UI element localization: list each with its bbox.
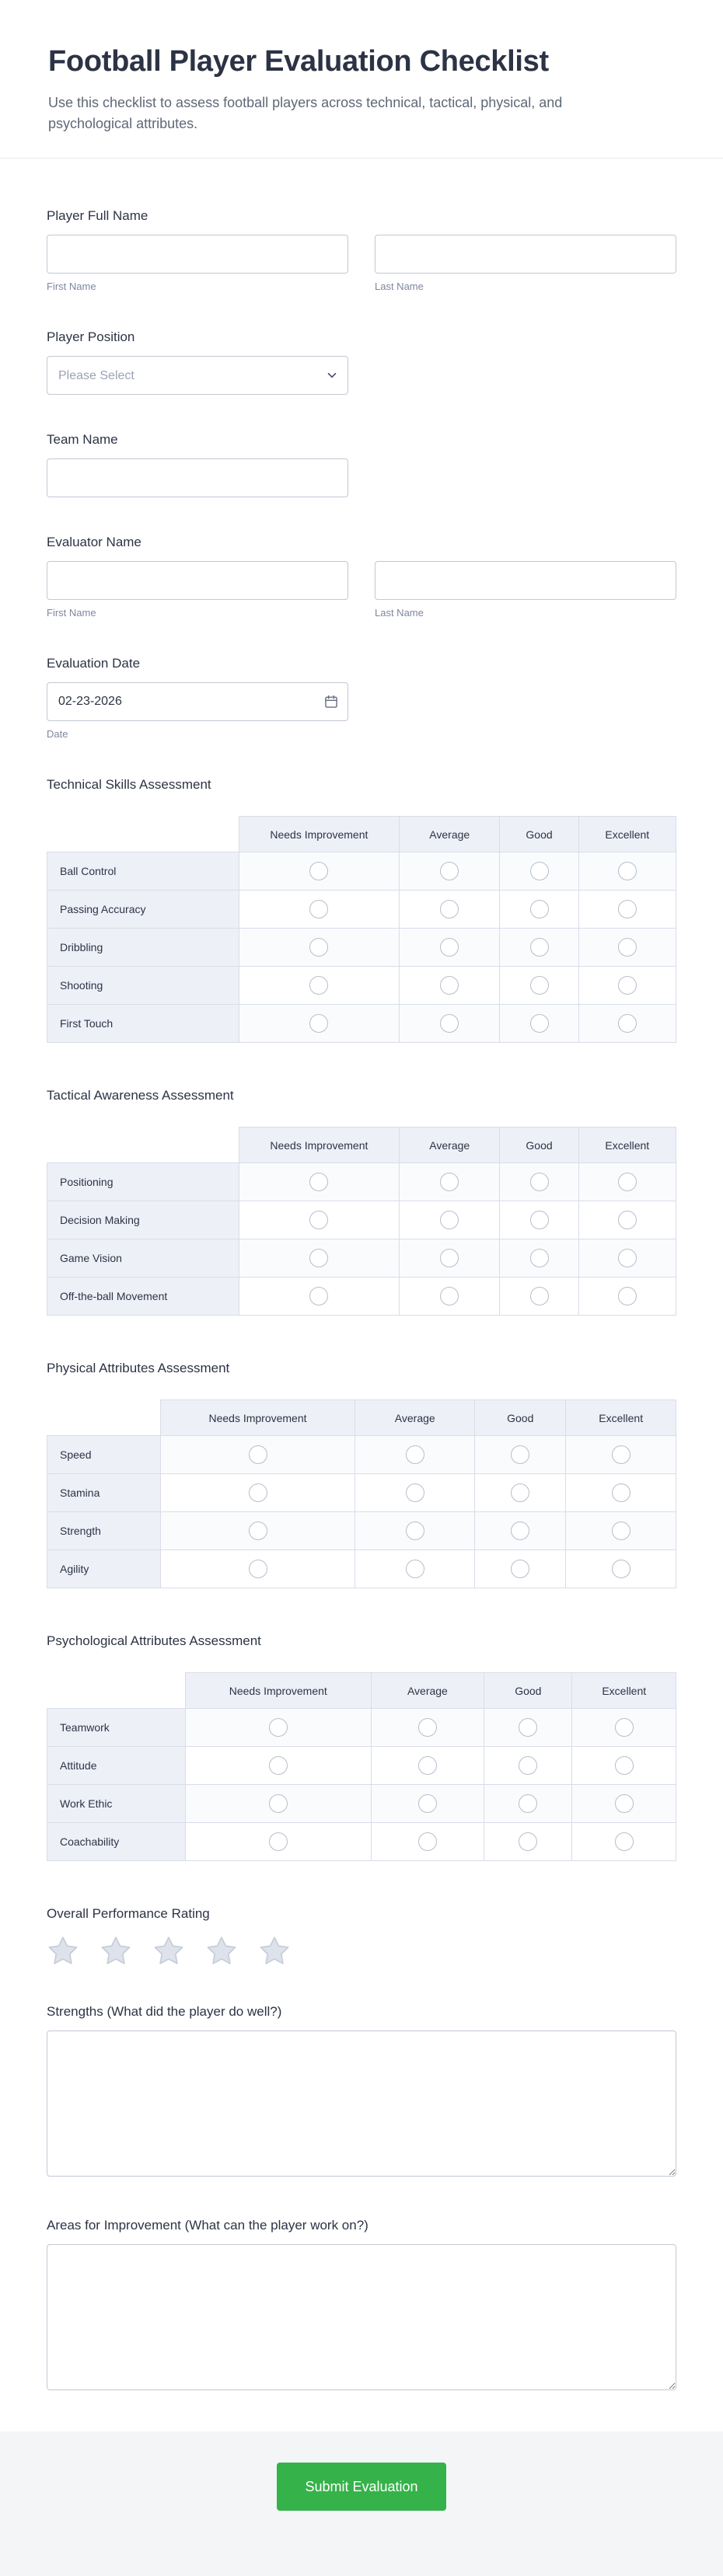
cell-attitude-average: [371, 1747, 484, 1785]
radio-agility-average[interactable]: [406, 1560, 424, 1578]
row-label-passing-accuracy: Passing Accuracy: [47, 891, 239, 929]
radio-coachability-good[interactable]: [519, 1832, 537, 1851]
star-rating: [47, 1936, 676, 1967]
cell-attitude-excellent: [572, 1747, 676, 1785]
radio-positioning-excellent[interactable]: [618, 1173, 637, 1191]
cell-ball-control-needs-improvement: [239, 852, 399, 891]
question-player-position: [47, 329, 676, 395]
row-label-positioning: Positioning: [47, 1163, 239, 1201]
radio-first-touch-needs-improvement[interactable]: [309, 1014, 328, 1033]
radio-attitude-needs-improvement[interactable]: [269, 1756, 288, 1775]
cell-ball-control-good: [500, 852, 578, 891]
radio-work-ethic-good[interactable]: [519, 1794, 537, 1813]
radio-game-vision-needs-improvement[interactable]: [309, 1249, 328, 1267]
cell-passing-accuracy-good: [500, 891, 578, 929]
cell-dribbling-good: [500, 929, 578, 967]
form-title: Football Player Evaluation Checklist: [48, 45, 549, 78]
cell-decision-making-average: [400, 1201, 500, 1239]
cell-speed-needs-improvement: [160, 1436, 355, 1474]
cell-off-the-ball-movement-good: [500, 1278, 578, 1316]
cell-first-touch-needs-improvement: [239, 1005, 399, 1043]
radio-first-touch-good[interactable]: [530, 1014, 549, 1033]
cell-passing-accuracy-excellent: [578, 891, 676, 929]
table-row-ball-control: [47, 852, 676, 891]
radio-positioning-average[interactable]: [440, 1173, 459, 1191]
row-label-decision-making: Decision Making: [47, 1201, 239, 1239]
evaluator-first-name-input[interactable]: [47, 561, 348, 600]
column-header-good: Good: [484, 1673, 572, 1709]
radio-work-ethic-average[interactable]: [418, 1794, 437, 1813]
radio-first-touch-excellent[interactable]: [618, 1014, 637, 1033]
radio-strength-average[interactable]: [406, 1522, 424, 1540]
radio-game-vision-excellent[interactable]: [618, 1249, 637, 1267]
cell-positioning-excellent: [578, 1163, 676, 1201]
star-icon-4[interactable]: [205, 1936, 238, 1967]
team-name-label: Team Name: [47, 432, 118, 447]
table-header-row: [47, 1128, 676, 1163]
cell-game-vision-average: [400, 1239, 500, 1278]
cell-ball-control-excellent: [578, 852, 676, 891]
radio-dribbling-excellent[interactable]: [618, 938, 637, 957]
table-row-decision-making: [47, 1201, 676, 1239]
evaluation-date-label: Evaluation Date: [47, 656, 141, 671]
cell-work-ethic-average: [371, 1785, 484, 1823]
table-row-passing-accuracy: [47, 891, 676, 929]
radio-positioning-needs-improvement[interactable]: [309, 1173, 328, 1191]
question-evaluation-date: [47, 656, 676, 740]
table-header-row: [47, 1400, 676, 1436]
cell-shooting-excellent: [578, 967, 676, 1005]
cell-first-touch-good: [500, 1005, 578, 1043]
table-row-game-vision: [47, 1239, 676, 1278]
column-header-good: Good: [500, 817, 578, 852]
cell-strength-average: [355, 1512, 475, 1550]
column-header-needs-improvement: Needs Improvement: [239, 1128, 399, 1163]
cell-decision-making-excellent: [578, 1201, 676, 1239]
radio-decision-making-excellent[interactable]: [618, 1211, 637, 1229]
cell-strength-good: [475, 1512, 566, 1550]
radio-dribbling-needs-improvement[interactable]: [309, 938, 328, 957]
psychological-attributes-title: Psychological Attributes Assessment: [47, 1633, 261, 1648]
psychological-attributes-table: [47, 1672, 676, 1861]
radio-off-the-ball-movement-good[interactable]: [530, 1287, 549, 1305]
player-first-name-sublabel: First Name: [47, 281, 96, 292]
evaluation-date-sublabel: Date: [47, 728, 68, 740]
evaluator-last-name-input[interactable]: [375, 561, 676, 600]
cell-positioning-average: [400, 1163, 500, 1201]
strengths-textarea[interactable]: [47, 2030, 676, 2177]
improvement-textarea[interactable]: [47, 2244, 676, 2390]
radio-coachability-needs-improvement[interactable]: [269, 1832, 288, 1851]
cell-coachability-needs-improvement: [185, 1823, 371, 1861]
radio-work-ethic-needs-improvement[interactable]: [269, 1794, 288, 1813]
radio-coachability-excellent[interactable]: [615, 1832, 634, 1851]
cell-shooting-average: [400, 967, 500, 1005]
cell-game-vision-needs-improvement: [239, 1239, 399, 1278]
radio-attitude-average[interactable]: [418, 1756, 437, 1775]
overall-rating-label: Overall Performance Rating: [47, 1906, 210, 1921]
star-icon-1[interactable]: [47, 1936, 79, 1967]
column-header-needs-improvement: Needs Improvement: [160, 1400, 355, 1436]
table-row-work-ethic: [47, 1785, 676, 1823]
radio-ball-control-good[interactable]: [530, 862, 549, 880]
cell-dribbling-needs-improvement: [239, 929, 399, 967]
row-label-off-the-ball-movement: Off-the-ball Movement: [47, 1278, 239, 1316]
row-label-coachability: Coachability: [47, 1823, 186, 1861]
radio-ball-control-average[interactable]: [440, 862, 459, 880]
table-corner-cell: [47, 1673, 186, 1709]
radio-shooting-good[interactable]: [530, 976, 549, 995]
radio-speed-average[interactable]: [406, 1445, 424, 1464]
radio-teamwork-needs-improvement[interactable]: [269, 1718, 288, 1737]
table-row-first-touch: [47, 1005, 676, 1043]
column-header-excellent: Excellent: [566, 1400, 676, 1436]
table-corner-cell: [47, 1128, 239, 1163]
cell-game-vision-good: [500, 1239, 578, 1278]
radio-agility-excellent[interactable]: [612, 1560, 630, 1578]
radio-game-vision-good[interactable]: [530, 1249, 549, 1267]
radio-positioning-good[interactable]: [530, 1173, 549, 1191]
cell-decision-making-good: [500, 1201, 578, 1239]
cell-agility-good: [475, 1550, 566, 1588]
evaluator-last-name-sublabel: Last Name: [375, 607, 424, 619]
form-header: [0, 0, 723, 134]
player-last-name-input[interactable]: [375, 235, 676, 274]
cell-strength-excellent: [566, 1512, 676, 1550]
team-name-input[interactable]: [47, 458, 348, 497]
physical-attributes-title: Physical Attributes Assessment: [47, 1361, 230, 1375]
radio-stamina-average[interactable]: [406, 1483, 424, 1502]
form-subtitle: Use this checklist to assess football players across technical, tactical, physical, and psychological attributes.: [48, 95, 563, 131]
row-label-ball-control: Ball Control: [47, 852, 239, 891]
column-header-good: Good: [500, 1128, 578, 1163]
row-label-stamina: Stamina: [47, 1474, 161, 1512]
radio-stamina-good[interactable]: [511, 1483, 529, 1502]
physical-attributes-table: [47, 1400, 676, 1588]
radio-decision-making-good[interactable]: [530, 1211, 549, 1229]
radio-stamina-excellent[interactable]: [612, 1483, 630, 1502]
cell-dribbling-excellent: [578, 929, 676, 967]
cell-game-vision-excellent: [578, 1239, 676, 1278]
radio-stamina-needs-improvement[interactable]: [249, 1483, 267, 1502]
column-header-needs-improvement: Needs Improvement: [185, 1673, 371, 1709]
table-row-speed: [47, 1436, 676, 1474]
radio-decision-making-needs-improvement[interactable]: [309, 1211, 328, 1229]
cell-speed-excellent: [566, 1436, 676, 1474]
evaluation-date-input[interactable]: [47, 682, 348, 721]
radio-speed-good[interactable]: [511, 1445, 529, 1464]
radio-passing-accuracy-excellent[interactable]: [618, 900, 637, 919]
radio-teamwork-excellent[interactable]: [615, 1718, 634, 1737]
radio-attitude-excellent[interactable]: [615, 1756, 634, 1775]
radio-work-ethic-excellent[interactable]: [615, 1794, 634, 1813]
cell-passing-accuracy-average: [400, 891, 500, 929]
table-row-strength: [47, 1512, 676, 1550]
radio-agility-good[interactable]: [511, 1560, 529, 1578]
cell-work-ethic-excellent: [572, 1785, 676, 1823]
tactical-awareness-table: [47, 1127, 676, 1316]
player-position-label: Player Position: [47, 329, 135, 344]
cell-attitude-needs-improvement: [185, 1747, 371, 1785]
radio-off-the-ball-movement-needs-improvement[interactable]: [309, 1287, 328, 1305]
radio-dribbling-good[interactable]: [530, 938, 549, 957]
technical-skills-title: Technical Skills Assessment: [47, 777, 211, 792]
radio-shooting-needs-improvement[interactable]: [309, 976, 328, 995]
radio-speed-excellent[interactable]: [612, 1445, 630, 1464]
cell-teamwork-excellent: [572, 1709, 676, 1747]
technical-skills-table: [47, 816, 676, 1043]
star-icon-3[interactable]: [152, 1936, 185, 1967]
cell-dribbling-average: [400, 929, 500, 967]
radio-speed-needs-improvement[interactable]: [249, 1445, 267, 1464]
player-first-name-input[interactable]: [47, 235, 348, 274]
radio-passing-accuracy-average[interactable]: [440, 900, 459, 919]
row-label-attitude: Attitude: [47, 1747, 186, 1785]
table-row-positioning: [47, 1163, 676, 1201]
table-row-agility: [47, 1550, 676, 1588]
column-header-good: Good: [475, 1400, 566, 1436]
table-row-attitude: [47, 1747, 676, 1785]
radio-passing-accuracy-good[interactable]: [530, 900, 549, 919]
player-last-name-sublabel: Last Name: [375, 281, 424, 292]
radio-off-the-ball-movement-excellent[interactable]: [618, 1287, 637, 1305]
column-header-average: Average: [400, 1128, 500, 1163]
table-row-teamwork: [47, 1709, 676, 1747]
table-header-row: [47, 817, 676, 852]
cell-coachability-excellent: [572, 1823, 676, 1861]
question-player-name: [47, 208, 676, 292]
cell-work-ethic-good: [484, 1785, 572, 1823]
table-row-coachability: [47, 1823, 676, 1861]
star-icon-2[interactable]: [100, 1936, 132, 1967]
question-improvement: [47, 2218, 676, 2394]
radio-teamwork-average[interactable]: [418, 1718, 437, 1737]
question-team-name: [47, 432, 676, 497]
cell-stamina-good: [475, 1474, 566, 1512]
radio-shooting-excellent[interactable]: [618, 976, 637, 995]
column-header-excellent: Excellent: [578, 1128, 676, 1163]
section-physical-attributes: [47, 1361, 676, 1588]
radio-strength-excellent[interactable]: [612, 1522, 630, 1540]
column-header-excellent: Excellent: [572, 1673, 676, 1709]
row-label-dribbling: Dribbling: [47, 929, 239, 967]
cell-work-ethic-needs-improvement: [185, 1785, 371, 1823]
radio-shooting-average[interactable]: [440, 976, 459, 995]
row-label-agility: Agility: [47, 1550, 161, 1588]
table-row-shooting: [47, 967, 676, 1005]
cell-passing-accuracy-needs-improvement: [239, 891, 399, 929]
cell-coachability-average: [371, 1823, 484, 1861]
cell-stamina-needs-improvement: [160, 1474, 355, 1512]
table-row-dribbling: [47, 929, 676, 967]
form-body: [0, 159, 723, 2431]
tactical-awareness-title: Tactical Awareness Assessment: [47, 1088, 234, 1103]
question-evaluator-name: [47, 535, 676, 619]
cell-first-touch-average: [400, 1005, 500, 1043]
cell-speed-good: [475, 1436, 566, 1474]
submit-button[interactable]: Submit Evaluation: [277, 2463, 445, 2511]
cell-shooting-good: [500, 967, 578, 1005]
cell-teamwork-average: [371, 1709, 484, 1747]
radio-game-vision-average[interactable]: [440, 1249, 459, 1267]
row-label-speed: Speed: [47, 1436, 161, 1474]
column-header-needs-improvement: Needs Improvement: [239, 817, 399, 852]
cell-agility-average: [355, 1550, 475, 1588]
radio-first-touch-average[interactable]: [440, 1014, 459, 1033]
table-row-off-the-ball-movement: [47, 1278, 676, 1316]
cell-off-the-ball-movement-average: [400, 1278, 500, 1316]
cell-positioning-good: [500, 1163, 578, 1201]
calendar-icon[interactable]: [323, 694, 339, 709]
table-corner-cell: [47, 1400, 161, 1436]
star-icon-5[interactable]: [258, 1936, 291, 1967]
cell-coachability-good: [484, 1823, 572, 1861]
cell-decision-making-needs-improvement: [239, 1201, 399, 1239]
table-row-stamina: [47, 1474, 676, 1512]
form-footer: [0, 2431, 723, 2576]
cell-teamwork-needs-improvement: [185, 1709, 371, 1747]
row-label-first-touch: First Touch: [47, 1005, 239, 1043]
cell-agility-excellent: [566, 1550, 676, 1588]
row-label-teamwork: Teamwork: [47, 1709, 186, 1747]
player-position-select[interactable]: [47, 356, 348, 395]
radio-dribbling-average[interactable]: [440, 938, 459, 957]
column-header-excellent: Excellent: [578, 817, 676, 852]
table-header-row: [47, 1673, 676, 1709]
cell-off-the-ball-movement-needs-improvement: [239, 1278, 399, 1316]
cell-agility-needs-improvement: [160, 1550, 355, 1588]
radio-off-the-ball-movement-average[interactable]: [440, 1287, 459, 1305]
cell-first-touch-excellent: [578, 1005, 676, 1043]
section-tactical-awareness: [47, 1088, 676, 1316]
cell-stamina-average: [355, 1474, 475, 1512]
column-header-average: Average: [355, 1400, 475, 1436]
cell-off-the-ball-movement-excellent: [578, 1278, 676, 1316]
radio-decision-making-average[interactable]: [440, 1211, 459, 1229]
radio-ball-control-excellent[interactable]: [618, 862, 637, 880]
table-corner-cell: [47, 817, 239, 852]
row-label-strength: Strength: [47, 1512, 161, 1550]
cell-stamina-excellent: [566, 1474, 676, 1512]
improvement-label: Areas for Improvement (What can the player work on?): [47, 2218, 368, 2233]
cell-positioning-needs-improvement: [239, 1163, 399, 1201]
strengths-label: Strengths (What did the player do well?): [47, 2004, 282, 2019]
cell-strength-needs-improvement: [160, 1512, 355, 1550]
cell-teamwork-good: [484, 1709, 572, 1747]
section-technical-skills: [47, 777, 676, 1043]
question-strengths: [47, 2004, 676, 2180]
radio-attitude-good[interactable]: [519, 1756, 537, 1775]
radio-passing-accuracy-needs-improvement[interactable]: [309, 900, 328, 919]
column-header-average: Average: [400, 817, 500, 852]
row-label-game-vision: Game Vision: [47, 1239, 239, 1278]
radio-strength-needs-improvement[interactable]: [249, 1522, 267, 1540]
section-psychological-attributes: [47, 1633, 676, 1861]
player-name-label: Player Full Name: [47, 208, 148, 223]
row-label-shooting: Shooting: [47, 967, 239, 1005]
cell-shooting-needs-improvement: [239, 967, 399, 1005]
radio-coachability-average[interactable]: [418, 1832, 437, 1851]
radio-teamwork-good[interactable]: [519, 1718, 537, 1737]
question-overall-rating: [47, 1906, 676, 1967]
cell-speed-average: [355, 1436, 475, 1474]
radio-agility-needs-improvement[interactable]: [249, 1560, 267, 1578]
cell-attitude-good: [484, 1747, 572, 1785]
column-header-average: Average: [371, 1673, 484, 1709]
radio-ball-control-needs-improvement[interactable]: [309, 862, 328, 880]
radio-strength-good[interactable]: [511, 1522, 529, 1540]
cell-ball-control-average: [400, 852, 500, 891]
row-label-work-ethic: Work Ethic: [47, 1785, 186, 1823]
evaluator-name-label: Evaluator Name: [47, 535, 141, 549]
evaluator-first-name-sublabel: First Name: [47, 607, 96, 619]
